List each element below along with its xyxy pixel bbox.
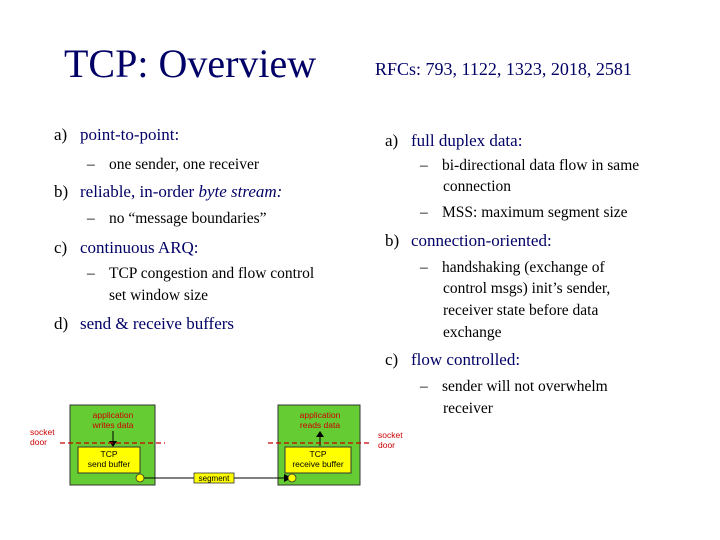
sub-text: MSS: maximum segment size [442, 204, 628, 221]
bullet-text: reliable, in-order [80, 182, 195, 201]
bullet-label: b) [54, 182, 69, 201]
receive-buffer-label-1: TCP [309, 449, 327, 459]
app-writes-label-2: writes data [92, 420, 134, 430]
bullet-text: send & receive buffers [80, 314, 235, 333]
socket-door-left-1: socket [30, 427, 55, 437]
bullet-text: full duplex data: [411, 131, 523, 150]
app-reads-label-2: reads data [299, 420, 341, 430]
bullet-label: c) [385, 350, 399, 369]
bullet-text: point-to-point: [80, 125, 180, 144]
left-bullet-d [54, 314, 234, 334]
right-sub-a2 [420, 204, 628, 222]
bullet-label: a) [385, 131, 399, 150]
socket-door-right-1: socket [378, 430, 403, 440]
right-sub-b1-cont3: exchange [443, 324, 502, 341]
page-title: TCP: Overview [64, 41, 317, 86]
sub-text: handshaking (exchange of [442, 259, 605, 276]
left-bullet-b [54, 182, 282, 202]
dash-marker: – [420, 204, 428, 221]
left-sub-c1-cont: set window size [109, 287, 209, 304]
left-bullet-c [54, 238, 199, 258]
right-bullet-c [385, 350, 520, 370]
dash-marker: – [87, 156, 95, 173]
app-reads-label-1: application [299, 410, 341, 420]
right-sub-b1-cont2: receiver state before data [443, 302, 599, 319]
dash-marker: – [87, 210, 95, 227]
dash-marker: – [420, 259, 428, 276]
left-sub-a1 [87, 156, 259, 174]
right-sub-c1 [420, 378, 608, 396]
sub-text: TCP congestion and flow control [109, 265, 315, 282]
socket-door-right-2: door [378, 440, 396, 450]
dash-marker: – [420, 157, 428, 174]
sub-text: sender will not overwhelm [442, 378, 608, 395]
send-port-dot [136, 474, 144, 482]
bullet-label: a) [54, 125, 68, 144]
dash-marker: – [420, 378, 428, 395]
right-sub-a1 [420, 157, 639, 175]
app-writes-label-1: application [92, 410, 134, 420]
receive-port-dot [288, 474, 296, 482]
bullet-text: flow controlled: [411, 350, 521, 369]
sub-text: one sender, one receiver [109, 156, 259, 173]
right-sub-b1-cont1: control msgs) init’s sender, [443, 280, 611, 297]
right-bullet-a [385, 131, 522, 151]
bullet-label: d) [54, 314, 69, 333]
right-sub-b1 [420, 259, 605, 277]
right-sub-a1-cont: connection [443, 178, 512, 195]
tcp-socket-diagram [0, 395, 420, 495]
bullet-label: b) [385, 231, 400, 250]
bullet-text-italic: byte stream: [198, 182, 283, 201]
send-buffer-label-1: TCP [100, 449, 118, 459]
left-sub-b1 [87, 210, 267, 228]
socket-door-left-2: door [30, 437, 48, 447]
receive-buffer-label-2: receive buffer [292, 459, 344, 469]
sub-text: no “message boundaries” [109, 210, 267, 227]
segment-label: segment [198, 474, 230, 483]
dash-marker: – [87, 265, 95, 282]
left-sub-c1 [87, 265, 314, 283]
left-bullet-a [54, 125, 179, 145]
bullet-text: continuous ARQ: [80, 238, 199, 257]
send-buffer-label-2: send buffer [87, 459, 131, 469]
right-sub-c1-cont: receiver [443, 400, 493, 417]
right-bullet-b [385, 231, 552, 251]
rfc-list: RFCs: 793, 1122, 1323, 2018, 2581 [375, 59, 632, 79]
bullet-label: c) [54, 238, 68, 257]
bullet-text: connection-oriented: [411, 231, 552, 250]
sub-text: bi-directional data flow in same [442, 157, 640, 174]
